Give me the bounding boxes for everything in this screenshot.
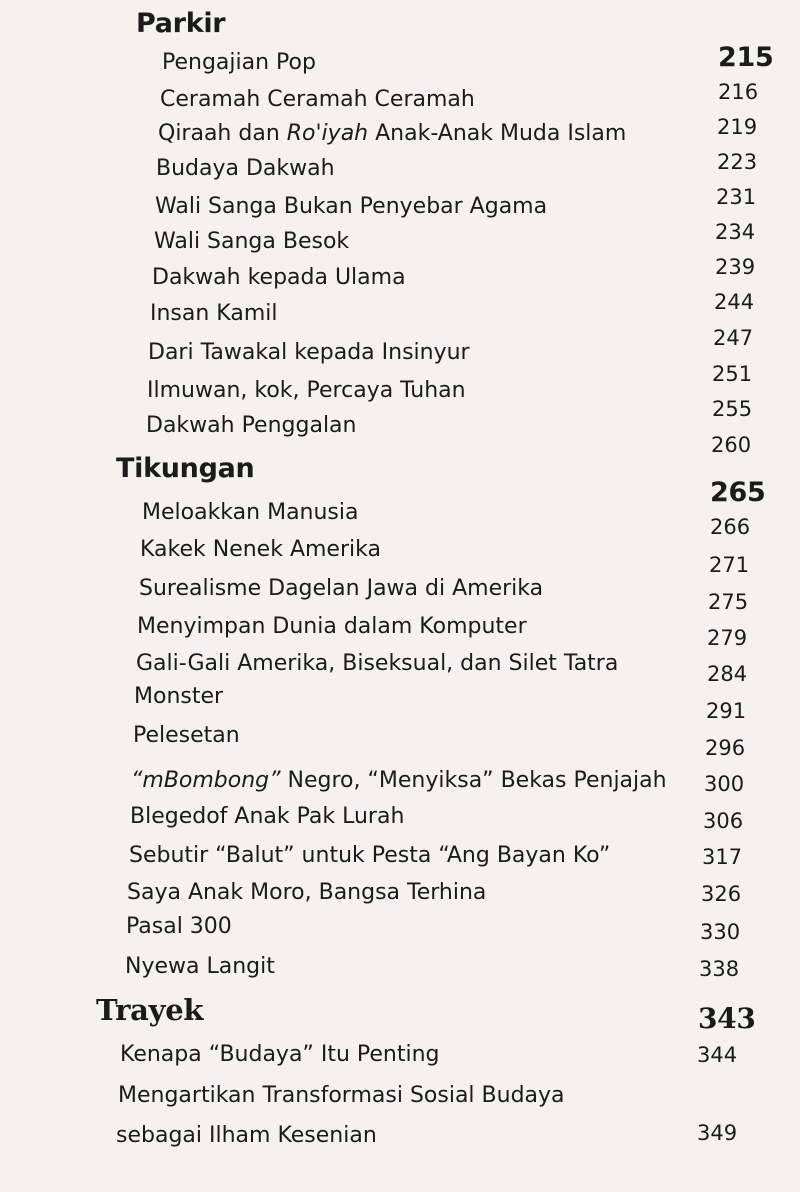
entry-title: Dari Tawakal kepada Insinyur [148,340,470,365]
entry-title: Pelesetan [133,723,240,748]
entry-title: Pasal 300 [126,914,232,939]
entry-title: sebagai Ilham Kesenian [116,1123,377,1148]
section-title: Parkir [136,8,226,39]
entry-title: Ceramah Ceramah Ceramah [160,87,475,112]
entry-title: Sebutir “Balut” untuk Pesta “Ang Bayan Ko” [129,843,611,868]
entry-title: Kakek Nenek Amerika [140,537,381,562]
entry-title: Blegedof Anak Pak Lurah [130,804,405,829]
section-title: Trayek [96,993,204,1027]
entry-title: “mBombong” Negro, “Menyiksa” Bekas Penjajah [131,768,667,793]
entry-title: Dakwah Penggalan [146,413,357,438]
entry-title: Wali Sanga Bukan Penyebar Agama [155,194,548,219]
entry-title: Kenapa “Budaya” Itu Penting [120,1042,440,1067]
entry-title: Gali-Gali Amerika, Biseksual, dan Silet Tatra [136,651,619,676]
entry-title: Nyewa Langit [125,954,275,979]
entry-title: Meloakkan Manusia [142,500,359,525]
entry-title: Saya Anak Moro, Bangsa Terhina [127,880,487,905]
entry-title: Dakwah kepada Ulama [152,265,406,290]
entry-title: Wali Sanga Besok [154,229,350,254]
table-of-contents-page: Parkir 215 Pengajian Pop Ceramah Ceramah Ceramah Qiraah dan Ro'iyah Anak-Anak Muda Islam Budaya Dakwah Wali Sanga Bukan Penyebar Agama Wali Sanga Besok Dakwah kepada Ulama Insan Kamil Dari Tawakal kepada Insinyur Ilmuwan, kok, Percaya Tuhan Dakwah Penggalan 216 219 223 231 234 239 244 247 251 255 260 Tikungan 265 Meloakkan Manusia Kakek Nenek Amerika Surealisme Dagelan Jawa di Amerika Menyimpan Dunia dalam Komputer Gali-Gali Amerika, Biseksual, dan Silet Tatra Monster Pelesetan “mBombong” Negro, “Menyiksa” Bekas Penjajah Blegedof Anak Pak Lurah Sebutir “Balut” untuk Pesta “Ang Bayan Ko” Saya Anak Moro, Bangsa Terhina Pasal 300 Nyewa Langit 266 271 275 279 284 291 296 300 306 317 326 330 338 Trayek 343 Kenapa “Budaya” Itu Penting Mengartikan Transformasi Sosial Budaya sebagai Ilham Kesenian 344 349 [96,8,774,1148]
section-title: Tikungan [116,453,255,484]
entry-title: Ilmuwan, kok, Percaya Tuhan [147,378,466,403]
entry-title: Mengartikan Transformasi Sosial Budaya [118,1083,565,1108]
entry-title: Pengajian Pop [162,50,316,75]
entry-title: Menyimpan Dunia dalam Komputer [137,614,527,639]
entry-title: Budaya Dakwah [156,156,335,181]
entry-title: Qiraah dan Ro'iyah Anak-Anak Muda Islam [158,121,627,146]
entry-title: Insan Kamil [150,301,278,326]
entry-title: Monster [134,684,224,709]
entry-title: Surealisme Dagelan Jawa di Amerika [139,576,544,601]
